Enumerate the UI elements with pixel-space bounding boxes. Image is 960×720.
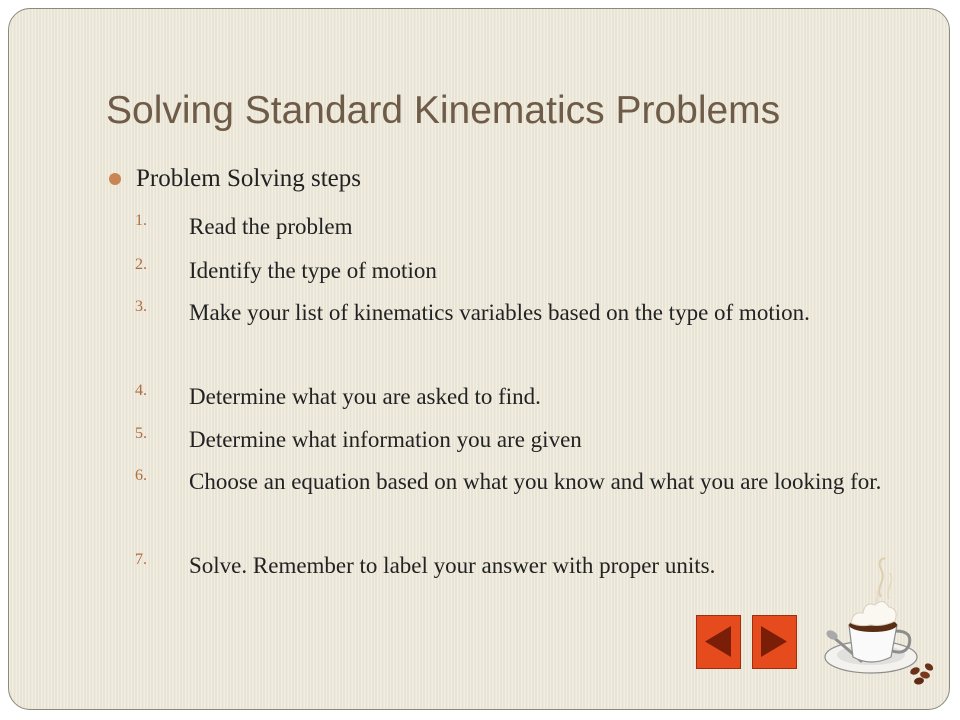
step-item [135,252,885,290]
step-text: Choose an equation based on what you know and what you are looking for. [189,469,882,494]
step-item [135,463,885,501]
bullet-text: Problem Solving steps [136,165,362,192]
slide-title: Solving Standard Kinematics Problems [106,89,781,132]
step-number: 6. [135,467,147,484]
step-number: 5. [135,425,147,442]
step-item [135,378,885,416]
step-text: Determine what information you are given [189,427,582,452]
step-text: Identify the type of motion [189,258,437,283]
step-number: 4. [135,382,147,399]
step-number: 1. [135,212,147,229]
next-slide-button[interactable] [752,615,797,669]
triangle-right-icon [753,616,795,667]
step-text: Read the problem [189,214,353,239]
step-text: Make your list of kinematics variables based on the type of motion. [189,300,810,325]
step-number: 3. [135,298,147,315]
coffee-cup-icon [819,557,937,687]
step-number: 2. [135,256,147,273]
step-item [135,547,885,585]
step-item [135,208,885,246]
bullet-dot-icon [109,173,121,185]
bullet-item [109,165,361,193]
triangle-left-icon [697,616,739,667]
step-item [135,421,885,459]
previous-slide-button[interactable] [696,615,741,669]
step-number: 7. [135,551,147,568]
step-text: Solve. Remember to label your answer with proper units. [189,553,716,578]
step-item [135,294,885,332]
slide [8,8,950,710]
step-text: Determine what you are asked to find. [189,384,541,409]
